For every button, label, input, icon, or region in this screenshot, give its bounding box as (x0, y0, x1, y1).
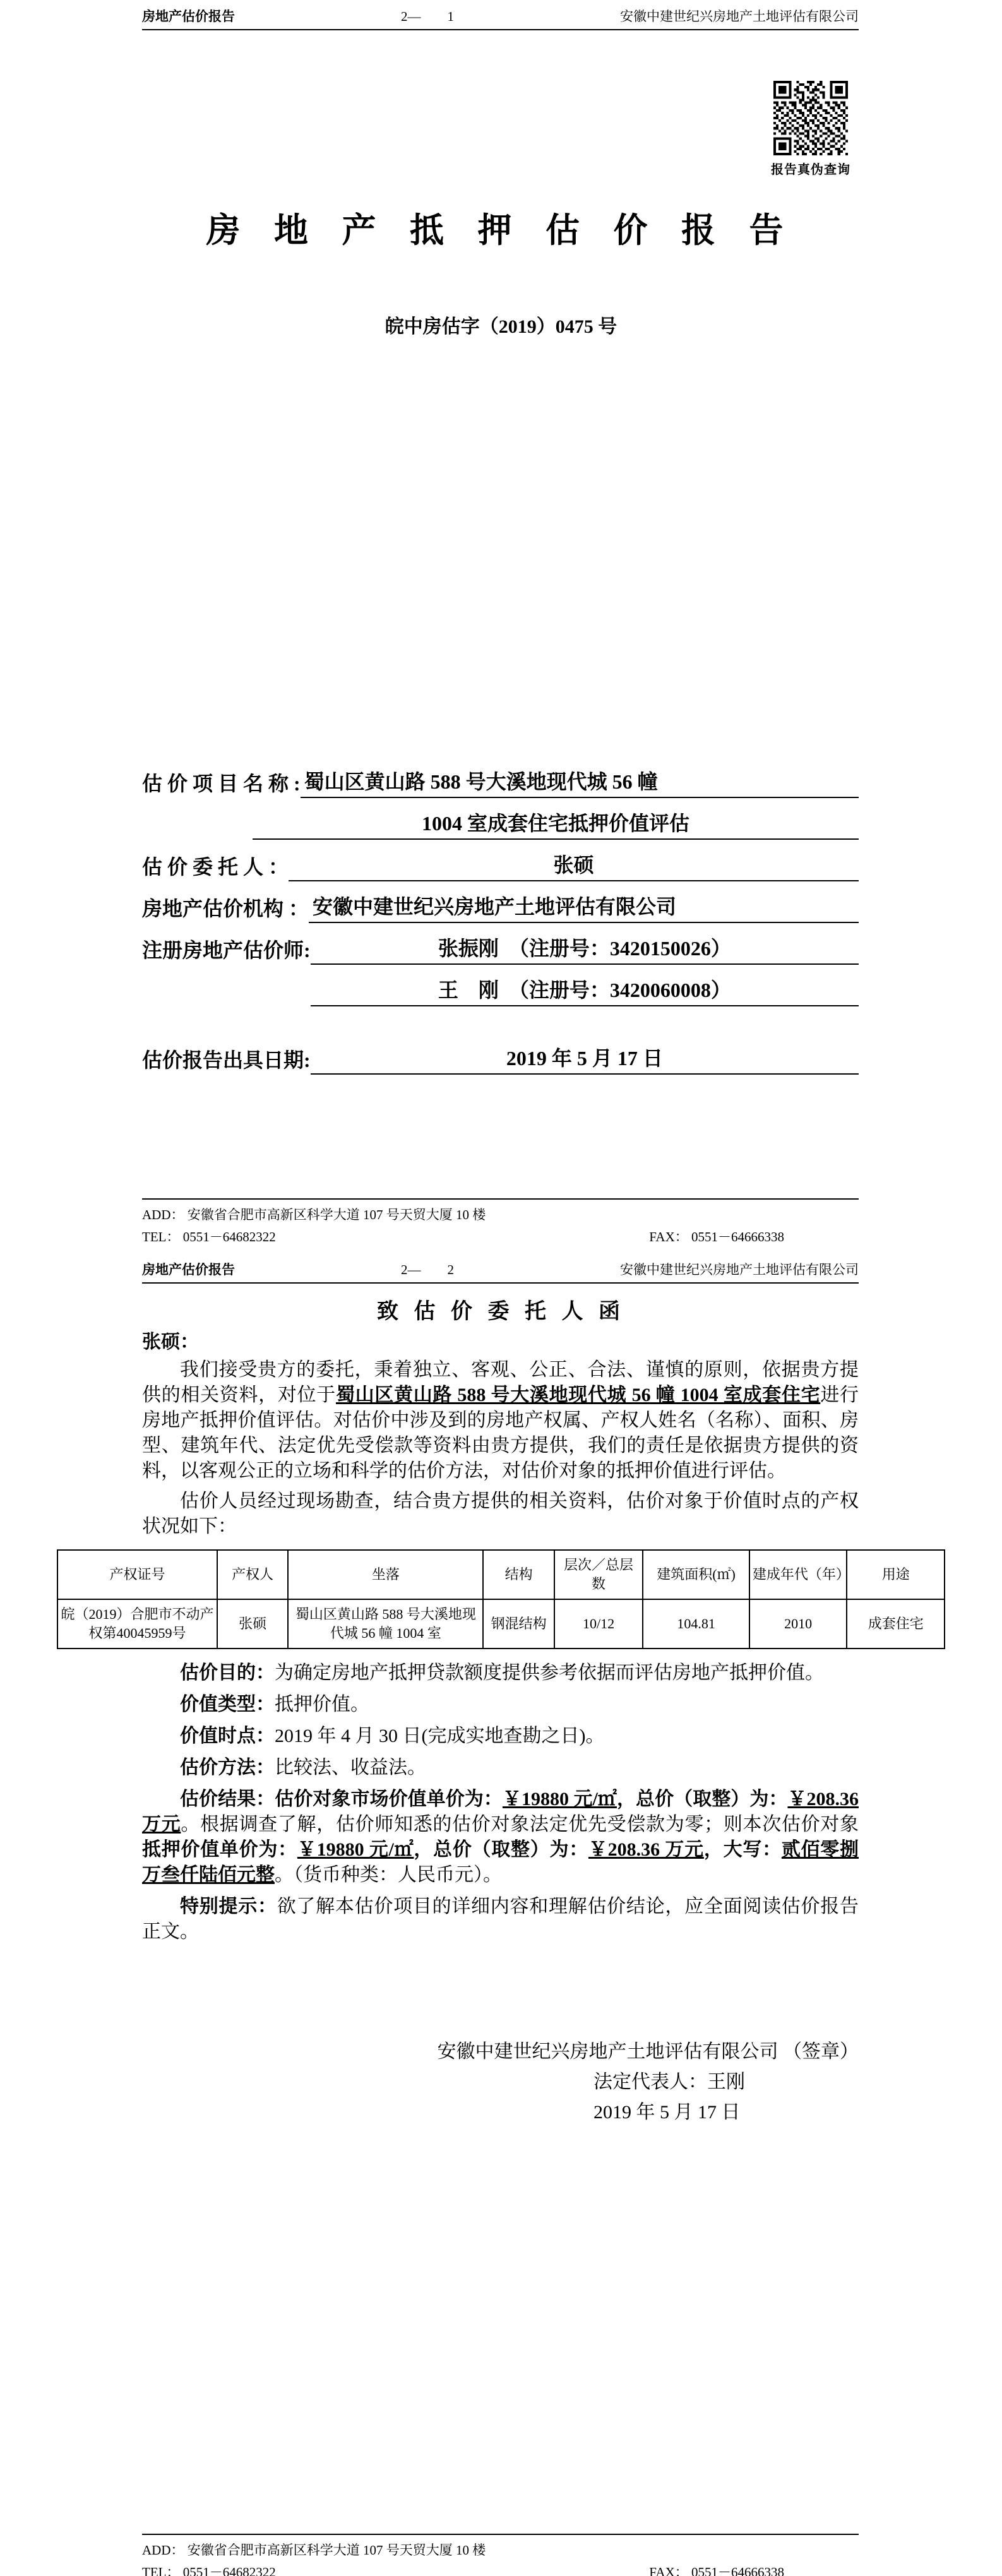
letter-body (142, 1330, 859, 1539)
header-doc-label: 房地产估价报告 (142, 1262, 235, 1277)
item-label: 估价目的： (180, 1662, 275, 1683)
item-label: 价值时点： (180, 1726, 275, 1746)
item-method (142, 1755, 859, 1780)
text-run: 我们接受贵方的委托，秉着独立、客观、公正、合法、谨慎的原则，依据贵方提供的相关资料，对位于 (142, 1359, 859, 1405)
field-agency (142, 881, 859, 923)
footer-address: ADD： 安徽省合肥市高新区科学大道 107 号天贸大厦 10 楼 (142, 1207, 486, 1222)
item-text: 抵押价值。 (275, 1694, 369, 1715)
cover-fields (142, 756, 859, 1075)
field-project-name-line2 (142, 798, 859, 840)
field-label: 注册房地产估价师: (142, 939, 311, 962)
property-rights-table (57, 1549, 945, 1649)
table-header-cell: 层次／总层数 (554, 1550, 643, 1599)
text-run: ，总价（取整）为： (616, 1789, 788, 1810)
mortgage-total-price-value: ￥208.36 万元 (588, 1839, 704, 1860)
table-cell: 蜀山区黄山路 588 号大溪地现代城 56 幢 1004 室 (288, 1599, 483, 1649)
table-header-cell: 坐落 (288, 1550, 483, 1599)
table-header-cell: 用途 (847, 1550, 945, 1599)
valuation-items (142, 1661, 859, 1945)
header-company: 安徽中建世纪兴房地产土地评估有限公司 (620, 9, 859, 24)
report-title: 房 地 产 抵 押 估 价 报 告 (206, 212, 796, 249)
header-page-number: 2— 2 (401, 1262, 454, 1277)
field-client (142, 840, 859, 881)
table-cell: 钢混结构 (483, 1599, 554, 1649)
text-run: 。（货币种类：人民币元）。 (275, 1864, 502, 1885)
report-doc-number: 皖中房估字（2019）0475 号 (385, 316, 617, 337)
unit-price-value: ￥19880 元/㎡ (502, 1789, 617, 1810)
table-header-cell: 建成年代（年） (749, 1550, 847, 1599)
report-page-1 (0, 0, 1002, 1253)
item-label: 特别提示： (180, 1896, 277, 1917)
amount-in-words: 贰佰零捌万叁仟陆佰元整 (142, 1839, 859, 1885)
field-label: 房地产估价机构 ： (142, 897, 309, 920)
field-label: 估价报告出具日期: (142, 1049, 311, 1071)
item-text: 为确定房地产抵押贷款额度提供参考依据而评估房地产抵押价值。 (275, 1662, 824, 1683)
table-header-cell: 产权证号 (57, 1550, 217, 1599)
footer-tel: TEL： 0551－64682322 (142, 1229, 276, 1244)
item-value-date (142, 1724, 859, 1749)
field-value: 王 刚 （注册号：3420060008） (311, 974, 859, 1006)
table-cell: 104.81 (643, 1599, 749, 1649)
field-label: 估 价 项 目 名 称 : (142, 772, 301, 795)
header-page-number: 2— 1 (401, 9, 454, 24)
item-text: 比较法、收益法。 (275, 1757, 426, 1778)
property-table-wrap (57, 1549, 945, 1649)
table-cell: 2010 (749, 1599, 847, 1649)
item-text: 欲了解本估价项目的详细内容和理解估价结论，应全面阅读估价报告正文。 (142, 1896, 859, 1942)
page-footer (142, 1198, 859, 1246)
item-label: 估价结果： (180, 1789, 275, 1810)
item-value-type (142, 1692, 859, 1717)
text-run: ，总价（取整）为： (414, 1839, 588, 1860)
item-text: 2019 年 4 月 30 日(完成实地查勘之日)。 (275, 1726, 605, 1746)
text-run-emphasis: 蜀山区黄山路 588 号大溪地现代城 56 幢 1004 室成套住宅 (335, 1385, 821, 1405)
page-footer (142, 2534, 859, 2576)
footer-fax: FAX： 0551－64666338 (649, 2565, 784, 2576)
table-cell: 10/12 (554, 1599, 643, 1649)
table-header-cell: 结构 (483, 1550, 554, 1599)
field-label: 估 价 委 托 人 ： (142, 856, 289, 878)
header-doc-label: 房地产估价报告 (142, 9, 235, 24)
field-value: 2019 年 5 月 17 日 (311, 1042, 859, 1075)
footer-tel: TEL： 0551－64682322 (142, 2565, 276, 2576)
table-row (57, 1599, 945, 1649)
footer-address: ADD： 安徽省合肥市高新区科学大道 107 号天贸大厦 10 楼 (142, 2543, 486, 2558)
qr-caption: 报告真伪查询 (771, 163, 850, 177)
letter-salutation: 张硕： (142, 1332, 199, 1352)
field-value: 张硕 (289, 849, 859, 881)
table-cell: 张硕 (217, 1599, 288, 1649)
field-value: 1004 室成套住宅抵押价值评估 (253, 808, 859, 840)
field-appraiser-1 (142, 923, 859, 965)
footer-fax: FAX： 0551－64666338 (649, 1229, 784, 1244)
table-header-row (57, 1550, 945, 1599)
item-label: 估价方法： (180, 1757, 275, 1778)
field-appraiser-2 (142, 965, 859, 1006)
signature-company: 安徽中建世纪兴房地产土地评估有限公司 （签章） (437, 2041, 859, 2062)
field-value: 张振刚 （注册号：3420150026） (311, 933, 859, 965)
text-run: ，大写： (703, 1839, 782, 1860)
field-value: 蜀山区黄山路 588 号大溪地现代城 56 幢 (301, 766, 859, 798)
special-note (142, 1894, 859, 1945)
total-price-value: ￥208.36 万元 (142, 1789, 859, 1835)
valuation-result (142, 1787, 859, 1888)
table-cell: 成套住宅 (847, 1599, 945, 1649)
text-run: 抵押价值单价为： (142, 1839, 297, 1860)
field-project-name (142, 756, 859, 798)
text-run: 。根据调查了解，估价师知悉的估价对象法定优先受偿款为零；则本次估价对象 (181, 1814, 859, 1835)
qr-code (773, 81, 848, 155)
text-run: 估价对象市场价值单价为： (275, 1789, 503, 1810)
table-cell: 皖（2019）合肥市不动产权第40045959号 (57, 1599, 217, 1649)
table-header-cell: 建筑面积(㎡) (643, 1550, 749, 1599)
report-page-2 (0, 1253, 1002, 2576)
report-verification-block (763, 81, 858, 177)
header-company: 安徽中建世纪兴房地产土地评估有限公司 (620, 1262, 859, 1277)
mortgage-unit-price-value: ￥19880 元/㎡ (297, 1839, 414, 1860)
page-header (142, 0, 859, 30)
field-issue-date (142, 1033, 859, 1075)
letter-title: 致 估 价 委 托 人 函 (377, 1300, 625, 1323)
signature-date: 2019 年 5 月 17 日 (593, 2102, 741, 2123)
letter-paragraph-1 (142, 1357, 859, 1484)
table-header-cell: 产权人 (217, 1550, 288, 1599)
item-purpose (142, 1661, 859, 1686)
page-header (142, 1253, 859, 1284)
signature-legal-rep: 法定代表人：王刚 (593, 2072, 745, 2092)
text-run: 进行房地产抵押价值评估。对估价中涉及到的房地产权属、产权人姓名（名称）、面积、房型、建筑年代、法定优先受偿款等资料由贵方提供，我们的责任是依据贵方提供的资料，以客观公正的立场和科学的估价方法，对估价对象的抵押价值进行评估。 (142, 1385, 859, 1481)
field-value: 安徽中建世纪兴房地产土地评估有限公司 (309, 891, 859, 923)
item-label: 价值类型： (180, 1694, 275, 1715)
signature-block (142, 2039, 859, 2125)
letter-paragraph-2: 估价人员经过现场勘查，结合贵方提供的相关资料，估价对象于价值时点的产权状况如下： (142, 1491, 859, 1537)
